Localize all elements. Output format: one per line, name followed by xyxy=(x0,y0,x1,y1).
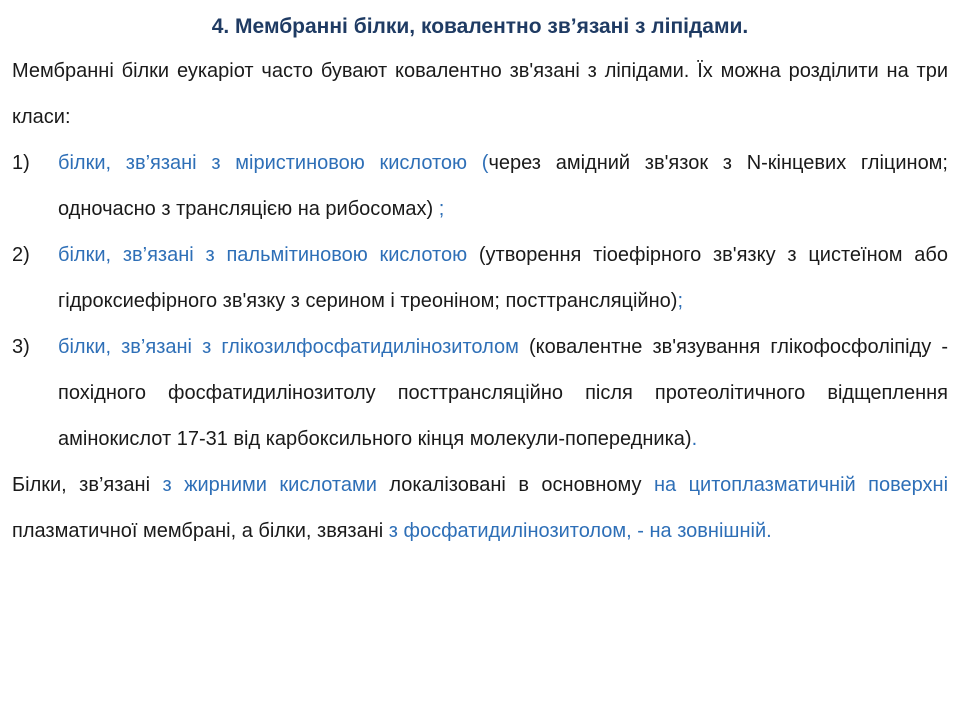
list-number: 3) xyxy=(12,336,30,358)
list-number: 1) xyxy=(12,152,30,174)
item-punctuation: ; xyxy=(433,198,445,220)
summary-highlight: на цитоплазматичній поверхні xyxy=(653,474,949,496)
item-detail: через амідний зв'язок з N-кінцевих гліцином; одночасно з трансляцією на рибосомах) xyxy=(58,152,948,220)
intro-paragraph: Мембранні білки еукаріот часто бувают ковалентно зв'язані з ліпідами. Їх можна розділити на три класи: xyxy=(12,60,948,128)
item-detail: (ковалентне зв'язування глікофосфоліпіду - похідного фосфатидилінозитолу посттрансляційно після протеолітичного відщеплення амінокислот 17-31 від карбоксильного кінця молекули-попередника) xyxy=(58,336,948,450)
list-item-2 xyxy=(12,232,948,324)
item-highlight: білки, зв’язані з глікозилфосфатидилінозитолом xyxy=(58,336,529,358)
list-item-3 xyxy=(12,324,948,462)
list-item-text xyxy=(58,324,948,462)
item-punctuation: . xyxy=(691,428,698,450)
summary-text: Білки, зв’язані xyxy=(12,474,163,496)
slide-title: 4. Мембранні білки, ковалентно зв’язані з ліпідами. xyxy=(211,15,749,38)
item-detail: (утворення тіоефірного зв'язку з цистеїном або гідроксиефірного зв'язку з серином і треоніном; посттрансляційно) xyxy=(58,244,948,312)
summary-highlight: з жирними кислотами xyxy=(162,474,377,496)
list-item-text xyxy=(58,232,948,324)
list-number: 2) xyxy=(12,244,30,266)
item-punctuation: ; xyxy=(677,290,683,312)
summary-paragraph xyxy=(12,462,948,554)
item-highlight: білки, зв’язані з пальмітиновою кислотою xyxy=(58,244,479,266)
item-highlight: білки, зв’язані з міристиновою кислотою ( xyxy=(58,152,489,174)
summary-text: локалізовані в основному xyxy=(376,474,654,496)
list-item-1 xyxy=(12,140,948,232)
summary-text: плазматичної мембрані, а білки, звязані xyxy=(12,520,389,542)
summary-highlight: з фосфатидилінозитолом, - на зовнішній. xyxy=(388,520,772,542)
list-item-text xyxy=(58,140,948,232)
